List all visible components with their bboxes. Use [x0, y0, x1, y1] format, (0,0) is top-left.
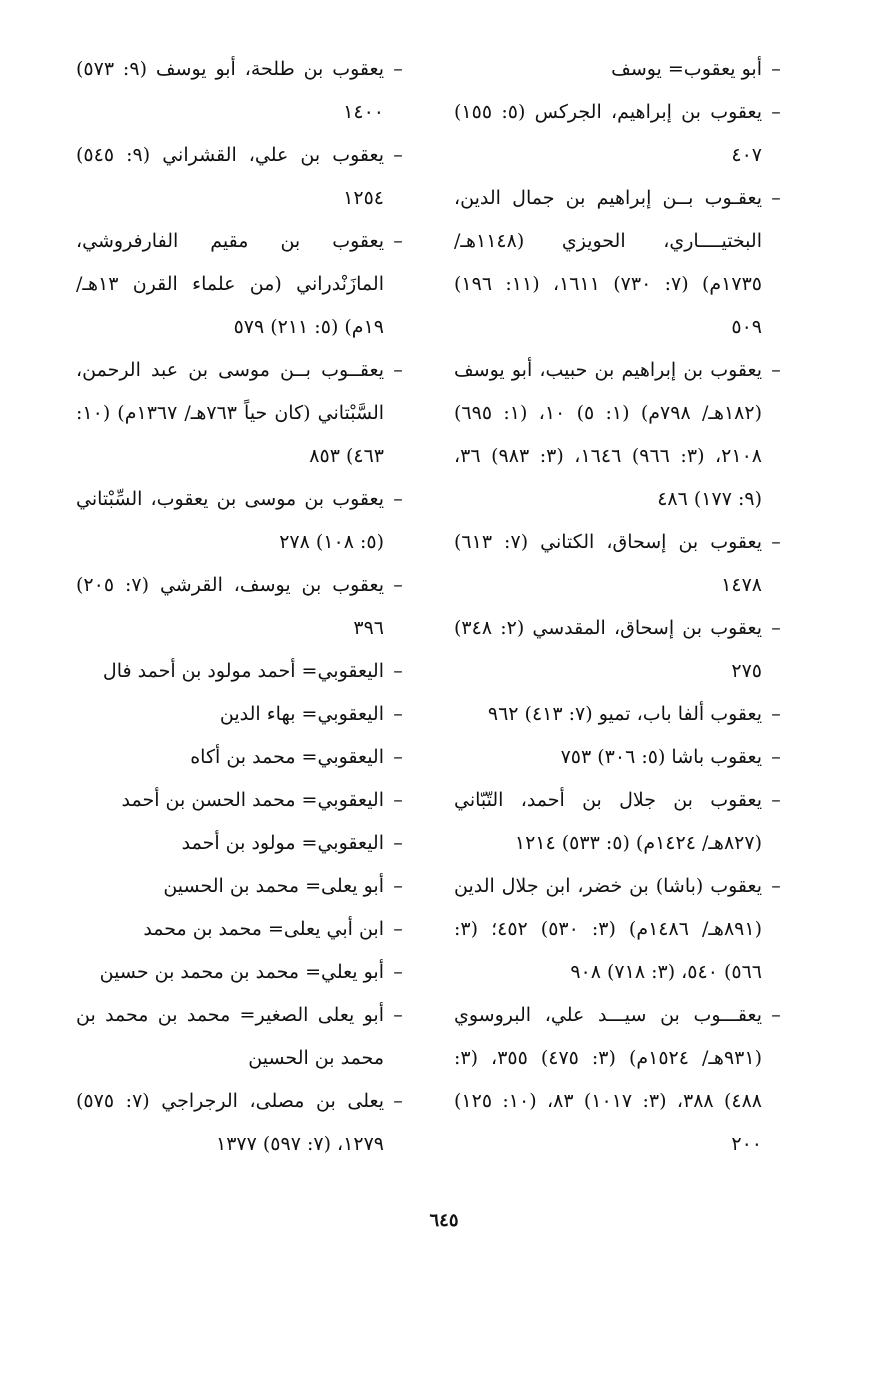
- entry-text: أبو يعلى= محمد بن الحسين: [163, 875, 384, 897]
- entry-text: اليعقوبي= محمد بن أكاه: [190, 746, 384, 768]
- entry-text: يعقوب بن إبراهيم، الجركس (٥: ١٥٥) ٤٠٧: [454, 101, 762, 166]
- entry-dash: –: [393, 359, 403, 381]
- entry-dash: –: [393, 875, 403, 897]
- entry-text: يعقوب بن جلال بن أحمد، التّبّاني (٨٢٧هـ/ ١٤٢٤م) (٥: ٥٣٣) ١٢١٤: [454, 789, 762, 854]
- index-entry: [76, 736, 406, 779]
- entry-dash: –: [393, 961, 403, 983]
- entry-text: يعقوب بن موسى بن يعقوب، السِّبْتاني (٥: ١٠٨) ٢٧٨: [76, 488, 384, 553]
- index-entry: [76, 822, 406, 865]
- index-entry: [76, 48, 406, 134]
- index-entry: [76, 994, 406, 1080]
- entry-text: اليعقوبي= بهاء الدين: [219, 703, 384, 725]
- entry-text: يعقوب بن علي، القشراني (٩: ٥٤٥) ١٢٥٤: [76, 144, 384, 209]
- entry-text: اليعقوبي= محمد الحسن بن أحمد: [121, 789, 384, 811]
- entry-dash: –: [393, 58, 403, 80]
- entry-dash: –: [393, 574, 403, 596]
- index-entry: [454, 693, 784, 736]
- entry-text: أبو يعقوب= يوسف: [611, 58, 762, 80]
- index-entry: [76, 1080, 406, 1166]
- entry-text: يعقوب بن إسحاق، المقدسي (٢: ٣٤٨) ٢٧٥: [454, 617, 762, 682]
- index-entry: [454, 521, 784, 607]
- entry-dash: –: [393, 789, 403, 811]
- entry-dash: –: [393, 230, 403, 252]
- index-entry: [76, 220, 406, 349]
- entry-dash: –: [393, 1090, 403, 1112]
- entry-dash: –: [393, 918, 403, 940]
- index-column-left: [76, 48, 406, 1166]
- entry-text: يعقوب (باشا) بن خضر، ابن جلال الدين (٨٩١هـ/ ١٤٨٦م) (٣: ٥٣٠) ٤٥٢؛ (٣: ٥٦٦) ٥٤٠، (٣: ٧١٨) ٩٠٨: [454, 875, 762, 983]
- index-entry: [454, 736, 784, 779]
- entry-text: يعقوب ألفا باب، تميو (٧: ٤١٣) ٩٦٢: [487, 703, 762, 725]
- entry-dash: –: [393, 660, 403, 682]
- index-entry: [454, 177, 784, 349]
- entry-dash: –: [771, 703, 781, 725]
- entry-dash: –: [771, 531, 781, 553]
- entry-dash: –: [393, 832, 403, 854]
- entry-dash: –: [771, 101, 781, 123]
- index-entry: [76, 865, 406, 908]
- entry-dash: –: [393, 488, 403, 510]
- entry-dash: –: [393, 703, 403, 725]
- entry-text: أبو يعلي= محمد بن محمد بن حسين: [99, 961, 384, 983]
- entry-text: أبو يعلى الصغير= محمد بن محمد بن محمد بن الحسين: [76, 1004, 384, 1069]
- entry-text: يعقوب باشا (٥: ٣٠٦) ٧٥٣: [560, 746, 762, 768]
- entry-dash: –: [393, 1004, 403, 1026]
- index-entry: [76, 650, 406, 693]
- entry-text: يعقوب بن إسحاق، الكتاني (٧: ٦١٣) ١٤٧٨: [454, 531, 762, 596]
- index-entry: [76, 564, 406, 650]
- index-entry: [76, 779, 406, 822]
- entry-dash: –: [771, 789, 781, 811]
- index-entry: [454, 349, 784, 521]
- index-entry: [454, 91, 784, 177]
- entry-text: اليعقوبي= مولود بن أحمد: [181, 832, 384, 854]
- entry-text: يعقوب بن طلحة، أبو يوسف (٩: ٥٧٣) ١٤٠٠: [76, 58, 384, 123]
- entry-dash: –: [393, 144, 403, 166]
- entry-dash: –: [771, 617, 781, 639]
- entry-dash: –: [771, 359, 781, 381]
- entry-text: ابن أبي يعلى= محمد بن محمد: [143, 918, 384, 940]
- index-entry: [454, 48, 784, 91]
- entry-dash: –: [771, 746, 781, 768]
- index-entry: [76, 693, 406, 736]
- index-column-right: [454, 48, 784, 1166]
- index-entry: [454, 865, 784, 994]
- page-number: ٦٤٥: [429, 1210, 459, 1231]
- index-entry: [454, 607, 784, 693]
- entry-dash: –: [771, 875, 781, 897]
- index-entry: [76, 478, 406, 564]
- entry-text: يعقوب بن يوسف، القرشي (٧: ٢٠٥) ٣٩٦: [76, 574, 384, 639]
- index-entry: [454, 779, 784, 865]
- index-entry: [76, 908, 406, 951]
- entry-dash: –: [771, 187, 781, 209]
- entry-text: اليعقوبي= أحمد مولود بن أحمد فال: [102, 660, 384, 682]
- entry-text: يعقوب بن إبراهيم بن حبيب، أبو يوسف (١٨٢هـ/ ٧٩٨م) (١: ٥) ١٠، (١: ٦٩٥) ٢١٠٨، (٣: ٩٦٦) ١٦٤٦، (٣: ٩٨٣) ٣٦، (٩: ١٧٧) ٤٨٦: [454, 359, 763, 510]
- entry-text: يعقوب بن مقيم الفارفروشي، المازَنْدراني (من علماء القرن ١٣هـ/ ١٩م) (٥: ٢١١) ٥٧٩: [76, 230, 384, 338]
- entry-text: يعلى بن مصلى، الرجراجي (٧: ٥٧٥) ١٢٧٩، (٧: ٥٩٧) ١٣٧٧: [76, 1090, 384, 1155]
- entry-text: يعقـوب بــن إبراهيم بن جمال الدين، البختيــــاري، الحويزي (١١٤٨هـ/ ١٧٣٥م) (٧: ٧٣٠) ١٦١١، (١١: ١٩٦) ٥٠٩: [454, 187, 762, 338]
- entry-dash: –: [771, 1004, 781, 1026]
- entry-text: يعقــوب بــن موسى بن عبد الرحمن، السَّبْتاني (كان حياً ٧٦٣هـ/ ١٣٦٧م) (١٠: ٤٦٣) ٨٥٣: [76, 359, 385, 467]
- index-entry: [76, 349, 406, 478]
- index-entry: [76, 134, 406, 220]
- entry-dash: –: [393, 746, 403, 768]
- index-entry: [76, 951, 406, 994]
- entry-dash: –: [771, 58, 781, 80]
- index-entry: [454, 994, 784, 1166]
- entry-text: يعقـــوب بن سيـــد علي، البروسوي (٩٣١هـ/ ١٥٢٤م) (٣: ٤٧٥) ٣٥٥، (٣: ٤٨٨) ٣٨٨، (٣: ١٠١٧) ٨٣، (١٠: ١٢٥) ٢٠٠: [454, 1004, 762, 1155]
